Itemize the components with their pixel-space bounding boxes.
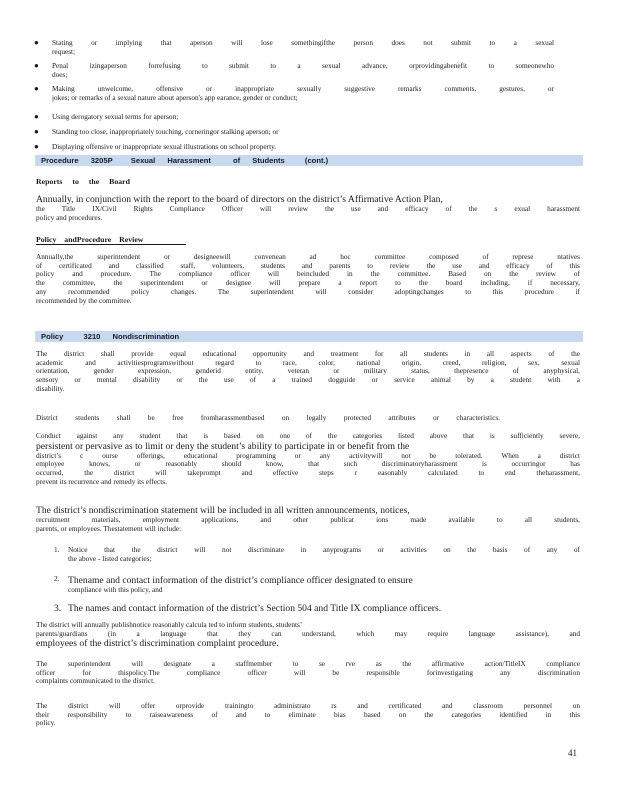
- bullet-item: ● Using derogatory sexual terms for aperson;: [34, 112, 179, 121]
- harassment-free-paragraph: District students shall be free fromharassmentbased on legally protected attributes or characteristics.: [36, 414, 500, 422]
- reports-heading: Reports to the Board: [36, 177, 130, 186]
- bullet-item: ● Penal izingaperson forrefusing to submit to a sexual advance, orprovidingabenefit to someonewho does;: [34, 61, 554, 79]
- section-band-policy: Policy 3210 Nondiscrimination: [35, 331, 583, 342]
- bullet-icon: ●: [34, 84, 39, 93]
- superintendent-paragraph: The superintendent will designate a staffmember to se rve as the affirmative action/TitleIX compliance officer for thispolicy.The compliance officer will be responsible forinvestigating any discrimination complaints communicated to the district.: [36, 660, 580, 686]
- policy-review-heading: Policy andProcedure Review: [36, 235, 186, 245]
- numbered-item: 3. The names and contact information of the district’s Section 504 and Title IX compliance officers.: [54, 603, 442, 614]
- policy-review-paragraph: Annually,the superintendent or designeewill convenean ad hoc committee composed of represe ntatives of certificated and classified staff, volunteers, students and parents to review the use and efficacy of this policy and procedure. The compliance officer will beincluded in the committee. Based on the review of the committee, the superintendent or designee will prepare a report to the board including, if necessary, any recommended policy changes. The superintendent will consider adoptingchanges to this procedure if recommended by the committee.: [36, 253, 580, 305]
- bullet-icon: ●: [34, 127, 39, 136]
- bullet-item: ● Displaying offensive or inappropriate sexual illustrations on school property.: [34, 142, 277, 151]
- bullet-icon: ●: [34, 61, 39, 70]
- reports-paragraph: Annually, in conjunction with the report to the board of directors on the district’s Affirmative Action Plan, the Title IX/Civil Rights Compliance Officer will review the use and efficacy of the s exual harassment policy and procedures.: [36, 194, 580, 222]
- statement-paragraph: The district’s nondiscrimination statement will be included in all written announcements, notices, recruitment materials, employment applications, and other publicat ions made available to all students, parents, or employees. Thestatement will include:: [36, 505, 580, 533]
- numbered-item: 1. Notice that the district will not discriminate in anyprograms or activities on the basis of any of the above - listed categories;: [54, 545, 580, 563]
- bullet-item: ● Stating or implying that aperson will lose somethingifthe person does not submit to a sexual request;: [34, 38, 554, 56]
- conduct-paragraph: Conduct against any student that is based on one of the categories listed above that is sufficiently severe, persistent or pervasive as to limit or deny the student’s ability to participate in or benefit from the district’s c ourse offerings, educational programming or any activitywill not be tolerated. When a district employee knows, or reasonably should know, that such discriminatoryharassment is occurringor has occurred, the district will takeprompt and effective steps r easonably calculated to end theharassment, prevent its recurrence and remedy its effects.: [36, 432, 580, 486]
- page-number: 41: [568, 748, 577, 758]
- bullet-item: ● Making unwelcome, offensive or inappropriate sexually suggestive remarks comments, gestures, or jokes; or remarks of a sexual nature about aperson's app earance, gender or conduct;: [34, 84, 554, 102]
- training-paragraph: The district will offer orprovide trainingto administrato rs and certificated and classroom personnel on their responsibility to raiseawareness of and to eliminate bias based on the categories identified in this policy.: [36, 702, 580, 728]
- bullet-icon: ●: [34, 38, 39, 47]
- bullet-item: ● Standing too close, inappropriately touching, corneringor stalking aperson; or: [34, 127, 279, 136]
- nondiscrimination-paragraph: The district shall provide equal educational opportunity and treatment for all students in all aspects of the academic and activitiesprogramswithout regard to race, color, national origin, creed, religion, sex, sexual orientation, gender expression, genderid entity, veteran or military status, thepresence of anyphysical, sensory or mental disability or the use of a trained dogguide or service animal by a student with a disability.: [36, 350, 580, 393]
- bullet-icon: ●: [34, 112, 39, 121]
- numbered-item: 2. Thename and contact information of the district’s compliance officer designated to ensure compliance with this policy, and: [54, 574, 413, 594]
- annual-notice-paragraph: The district will annually publishnotice reasonably calcula ted to inform students, students’ parents/guardians (in a language that they can understand, which may require language assistance), and employees of the district’s discrimination complaint procedure.: [36, 621, 580, 650]
- bullet-icon: ●: [34, 142, 39, 151]
- section-band-procedure: Procedure 3205P Sexual Harassment of Students (cont.): [35, 155, 583, 166]
